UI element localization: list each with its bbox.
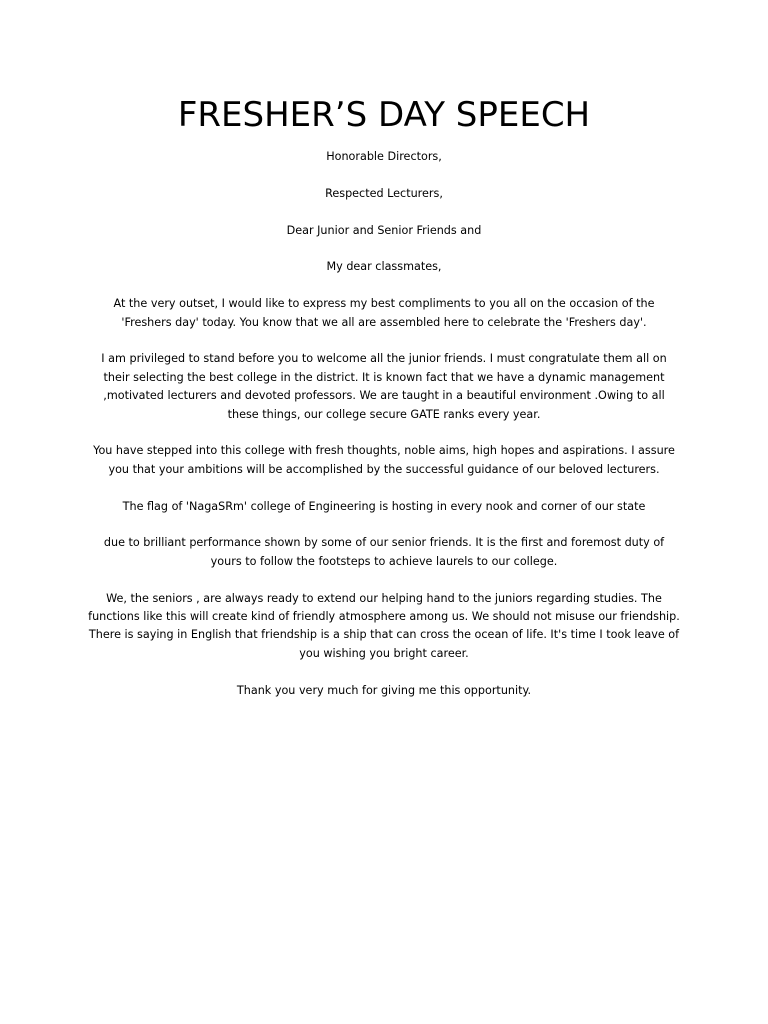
paragraph-opening: At the very outset, I would like to express my best compliments to you all on the occasion of the 'Freshers day' today. You know that we all are assembled here to celebrate the 'Freshers day'. [113, 297, 655, 329]
page-title: FRESHER’S DAY SPEECH [177, 95, 591, 135]
paragraph-performance: due to brilliant performance shown by some of our senior friends. It is the first and foremost duty of yours to follow the footsteps to achieve laurels to our college. [103, 536, 665, 568]
paragraph-aspirations: You have stepped into this college with fresh thoughts, noble aims, high hopes and aspirations. I assure you that your ambitions will be accomplished by the successful guidance of our beloved lecturers. [93, 444, 675, 476]
salutation-classmates: My dear classmates, [326, 260, 442, 274]
salutation-lecturers: Respected Lecturers, [325, 186, 443, 200]
paragraph-seniors: We, the seniors , are always ready to extend our helping hand to the juniors regarding studies. The functions like this will create kind of friendly atmosphere among us. We should not misuse our friendship. There is saying in English that friendship is a ship that can cross the ocean of life. It's time I took leave of you wishing you bright career. [88, 591, 680, 660]
speech-body [88, 148, 680, 718]
paragraph-thanks: Thank you very much for giving me this opportunity. [236, 683, 532, 697]
paragraph-flag: The flag of 'NagaSRm' college of Engineering is hosting in every nook and corner of our state [122, 499, 646, 513]
salutation-friends: Dear Junior and Senior Friends and [286, 223, 482, 237]
paragraph-welcome: I am privileged to stand before you to welcome all the junior friends. I must congratulate them all on their selecting the best college in the district. It is known fact that we have a dynamic management ,motivated lecturers and devoted professors. We are taught in a beautiful environment .Owing to all these things, our college secure GATE ranks every year. [101, 352, 667, 421]
salutation-directors: Honorable Directors, [326, 150, 442, 163]
